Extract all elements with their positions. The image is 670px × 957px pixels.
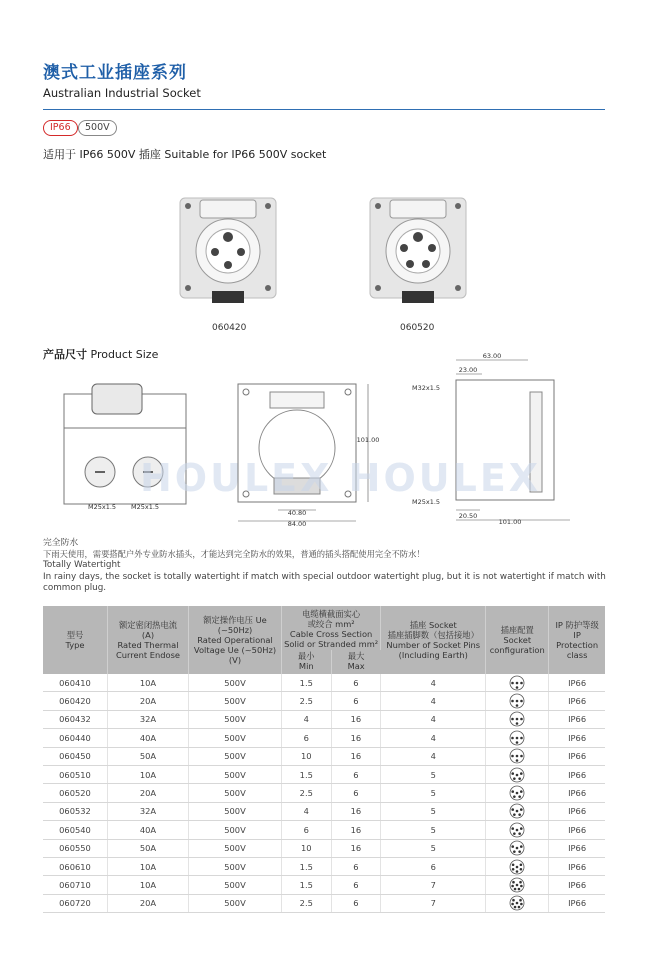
cell-ip: IP66 — [549, 747, 605, 765]
cell-type: 060520 — [43, 784, 108, 802]
cell-pins: 5 — [381, 765, 486, 783]
cell-config — [486, 876, 549, 894]
thread-label-left-2: M25x1.5 — [131, 503, 160, 511]
col-voltage-l2: (~50Hz) — [217, 625, 253, 635]
cell-voltage: 500V — [189, 710, 282, 728]
table-row — [43, 674, 605, 692]
dim-101-vertical: 101.00 — [356, 436, 380, 444]
page-title-en: Australian Industrial Socket — [43, 86, 201, 100]
cell-ip: IP66 — [549, 674, 605, 692]
cell-max: 16 — [331, 839, 381, 857]
dim-20-50: 20.50 — [458, 512, 478, 520]
cell-config — [486, 894, 549, 912]
cell-type: 060510 — [43, 765, 108, 783]
col-config — [486, 606, 549, 674]
col-ip-l3: class — [566, 650, 588, 660]
cell-pins: 4 — [381, 747, 486, 765]
center-view-drawing — [232, 378, 380, 528]
socket-config-icon — [509, 895, 525, 911]
cell-current: 20A — [108, 784, 189, 802]
cell-current: 32A — [108, 802, 189, 820]
cell-ip: IP66 — [549, 857, 605, 875]
col-current-l2: (A) — [141, 630, 155, 640]
col-pins-l1: 插座 Socket — [409, 620, 457, 630]
col-min — [282, 650, 332, 674]
cell-max: 6 — [331, 692, 381, 710]
col-cable-l3: Cable Cross Section — [289, 629, 373, 639]
col-voltage-l5: (V) — [228, 655, 242, 665]
cell-current: 50A — [108, 839, 189, 857]
table-row — [43, 857, 605, 875]
cell-pins: 5 — [381, 839, 486, 857]
watertight-en-title: Totally Watertight — [43, 560, 121, 570]
socket-config-icon — [509, 693, 525, 709]
cell-pins: 4 — [381, 729, 486, 747]
col-cable-l1: 电缆横截面实心 — [302, 609, 361, 619]
cell-ip: IP66 — [549, 894, 605, 912]
cell-ip: IP66 — [549, 729, 605, 747]
cell-max: 6 — [331, 765, 381, 783]
cell-ip: IP66 — [549, 692, 605, 710]
table-row — [43, 710, 605, 728]
table-row — [43, 839, 605, 857]
socket-config-icon — [509, 785, 525, 801]
cell-min: 10 — [282, 839, 332, 857]
side-view-drawing — [410, 352, 580, 527]
cell-voltage: 500V — [189, 821, 282, 839]
col-voltage-l1: 额定操作电压 Ue — [203, 615, 267, 625]
col-pins-l2: 插座插脚数（包括接地） — [387, 630, 479, 640]
cell-config — [486, 839, 549, 857]
table-row — [43, 821, 605, 839]
cell-max: 16 — [331, 710, 381, 728]
col-max-en: Max — [347, 661, 365, 671]
col-config-l3: configuration — [489, 645, 545, 655]
col-current-l1: 额定密闭热电流 — [118, 620, 178, 630]
cell-voltage: 500V — [189, 729, 282, 747]
cell-type: 060532 — [43, 802, 108, 820]
cell-pins: 4 — [381, 674, 486, 692]
cell-ip: IP66 — [549, 765, 605, 783]
cell-ip: IP66 — [549, 784, 605, 802]
cell-type: 060720 — [43, 894, 108, 912]
col-cable-l4: Solid or Stranded mm² — [284, 639, 379, 649]
cell-current: 32A — [108, 710, 189, 728]
cell-current: 10A — [108, 857, 189, 875]
cell-type: 060450 — [43, 747, 108, 765]
cell-current: 20A — [108, 692, 189, 710]
cell-min: 2.5 — [282, 894, 332, 912]
cell-current: 10A — [108, 876, 189, 894]
cell-min: 1.5 — [282, 765, 332, 783]
cell-current: 40A — [108, 729, 189, 747]
cell-config — [486, 784, 549, 802]
col-type-en: Type — [65, 640, 85, 650]
table-row — [43, 765, 605, 783]
page-title-cn: 澳式工业插座系列 — [43, 63, 187, 83]
socket-config-icon — [509, 840, 525, 856]
socket-config-icon — [509, 711, 525, 727]
col-pins-l4: (Including Earth) — [398, 650, 468, 660]
table-row — [43, 784, 605, 802]
dim-63-00: 63.00 — [482, 352, 502, 360]
cell-voltage: 500V — [189, 802, 282, 820]
cell-pins: 5 — [381, 821, 486, 839]
watertight-cn-body: 下雨天使用，需要搭配户外专业防水插头，才能达到完全防水的效果，普通的插头搭配使用完全不防水！ — [43, 549, 425, 559]
product-size-title — [43, 346, 158, 362]
cell-min: 4 — [282, 802, 332, 820]
col-voltage — [189, 606, 282, 674]
cell-ip: IP66 — [549, 802, 605, 820]
socket-config-icon — [509, 822, 525, 838]
cell-voltage: 500V — [189, 747, 282, 765]
socket-config-icon — [509, 675, 525, 691]
cell-min: 6 — [282, 821, 332, 839]
cell-voltage: 500V — [189, 784, 282, 802]
cell-current: 50A — [108, 747, 189, 765]
socket-config-icon — [509, 859, 525, 875]
cell-voltage: 500V — [189, 674, 282, 692]
col-type-cn: 型号 — [66, 630, 84, 640]
cell-type: 060432 — [43, 710, 108, 728]
table-header-row — [43, 606, 605, 650]
ip-tag: IP66 — [43, 120, 78, 136]
cell-min: 1.5 — [282, 674, 332, 692]
cell-current: 10A — [108, 674, 189, 692]
col-pins-l3: Number of Socket Pins — [386, 640, 481, 650]
cell-voltage: 500V — [189, 876, 282, 894]
cell-min: 10 — [282, 747, 332, 765]
cell-pins: 7 — [381, 894, 486, 912]
col-config-l1: 插座配置 — [500, 625, 534, 635]
cell-pins: 4 — [381, 692, 486, 710]
table-row — [43, 692, 605, 710]
col-current-l4: Current Endose — [115, 650, 181, 660]
cell-config — [486, 802, 549, 820]
cell-config — [486, 821, 549, 839]
col-current-l3: Rated Thermal — [117, 640, 179, 650]
cell-current: 20A — [108, 894, 189, 912]
product-code-2: 060520 — [400, 323, 435, 333]
cell-min: 6 — [282, 729, 332, 747]
cell-type: 060540 — [43, 821, 108, 839]
col-max — [331, 650, 381, 674]
m25-side-label: M25x1.5 — [412, 498, 441, 506]
cell-pins: 4 — [381, 710, 486, 728]
cell-ip: IP66 — [549, 876, 605, 894]
table-row — [43, 876, 605, 894]
cell-min: 1.5 — [282, 857, 332, 875]
cell-config — [486, 710, 549, 728]
cell-current: 40A — [108, 821, 189, 839]
col-pins — [381, 606, 486, 674]
cell-config — [486, 747, 549, 765]
cell-max: 6 — [331, 894, 381, 912]
cell-max: 6 — [331, 674, 381, 692]
cell-max: 16 — [331, 747, 381, 765]
thread-label-left-1: M25x1.5 — [88, 503, 117, 511]
socket-config-icon — [509, 877, 525, 893]
cell-min: 1.5 — [282, 876, 332, 894]
cell-config — [486, 857, 549, 875]
table-row — [43, 747, 605, 765]
cell-ip: IP66 — [549, 839, 605, 857]
cell-pins: 5 — [381, 802, 486, 820]
cell-config — [486, 674, 549, 692]
cell-min: 2.5 — [282, 784, 332, 802]
col-voltage-l4: Voltage Ue (~50Hz) — [193, 645, 277, 655]
dim-23-00: 23.00 — [458, 366, 478, 374]
cell-max: 16 — [331, 802, 381, 820]
title-divider — [43, 109, 605, 110]
cell-max: 6 — [331, 784, 381, 802]
cell-pins: 6 — [381, 857, 486, 875]
cell-max: 16 — [331, 821, 381, 839]
col-cable — [282, 606, 381, 650]
cell-voltage: 500V — [189, 894, 282, 912]
table-row — [43, 729, 605, 747]
cell-type: 060550 — [43, 839, 108, 857]
table-row — [43, 802, 605, 820]
product-size-title-cn: 产品尺寸 — [43, 348, 87, 361]
col-min-cn: 最小 — [297, 651, 315, 661]
col-config-l2: Socket — [503, 635, 532, 645]
col-cable-l2: 或绞合 mm² — [307, 619, 355, 629]
voltage-tag: 500V — [78, 120, 117, 136]
cell-current: 10A — [108, 765, 189, 783]
product-size-title-en: Product Size — [90, 348, 159, 361]
cell-type: 060440 — [43, 729, 108, 747]
cell-voltage: 500V — [189, 857, 282, 875]
cell-max: 6 — [331, 857, 381, 875]
cell-min: 2.5 — [282, 692, 332, 710]
cell-max: 16 — [331, 729, 381, 747]
product-code-1: 060420 — [212, 323, 247, 333]
watertight-cn-title: 完全防水 — [43, 538, 79, 548]
spec-table — [43, 606, 605, 913]
socket-config-icon — [509, 730, 525, 746]
cell-voltage: 500V — [189, 839, 282, 857]
cell-config — [486, 729, 549, 747]
watertight-en-body: In rainy days, the socket is totally watertight if match with special outdoor watertight plug, but it is not watertight if match with common plug. — [43, 572, 606, 593]
watermark: HOULEX HOULEX — [140, 456, 542, 500]
cell-config — [486, 765, 549, 783]
col-voltage-l3: Rated Operational — [197, 635, 273, 645]
col-min-en: Min — [298, 661, 314, 671]
dim-40-80: 40.80 — [287, 509, 307, 517]
cell-type: 060710 — [43, 876, 108, 894]
cell-ip: IP66 — [549, 710, 605, 728]
cell-ip: IP66 — [549, 821, 605, 839]
spec-table-body — [43, 674, 605, 913]
dim-101-horizontal: 101.00 — [498, 518, 522, 526]
cell-type: 060410 — [43, 674, 108, 692]
dim-84-00: 84.00 — [287, 520, 307, 528]
cell-voltage: 500V — [189, 765, 282, 783]
col-current — [108, 606, 189, 674]
product-photo-060420 — [178, 196, 278, 306]
cell-config — [486, 692, 549, 710]
socket-config-icon — [509, 803, 525, 819]
socket-config-icon — [509, 767, 525, 783]
col-ip-l2: IP Protection — [556, 630, 599, 650]
table-row — [43, 894, 605, 912]
cell-voltage: 500V — [189, 692, 282, 710]
cell-max: 6 — [331, 876, 381, 894]
cell-min: 4 — [282, 710, 332, 728]
suitable-text: 适用于 IP66 500V 插座 Suitable for IP66 500V socket — [43, 148, 327, 161]
product-photo-060520 — [368, 196, 468, 306]
col-ip-l1: IP 防护等级 — [555, 620, 599, 630]
socket-config-icon — [509, 748, 525, 764]
col-max-cn: 最大 — [347, 651, 365, 661]
cell-pins: 5 — [381, 784, 486, 802]
m32-label: M32x1.5 — [412, 384, 441, 392]
col-ip — [549, 606, 605, 674]
cell-type: 060610 — [43, 857, 108, 875]
col-type — [43, 606, 108, 674]
cell-pins: 7 — [381, 876, 486, 894]
cell-type: 060420 — [43, 692, 108, 710]
